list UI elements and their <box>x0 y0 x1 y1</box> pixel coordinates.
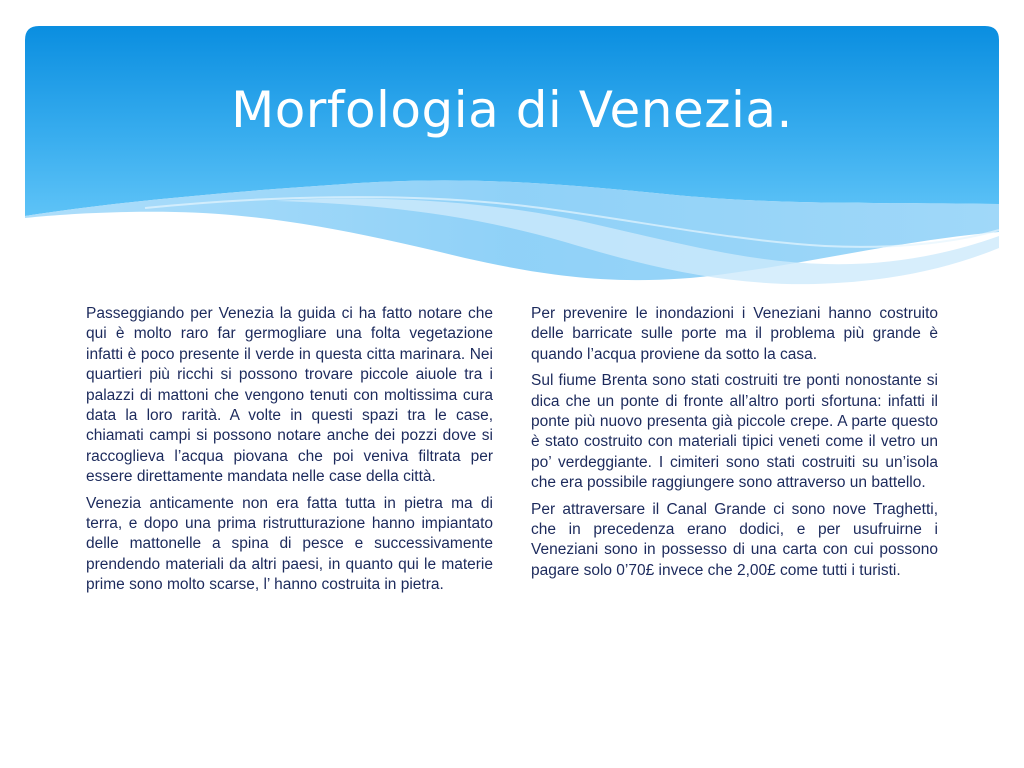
paragraph: Per attraversare il Canal Grande ci sono nove Traghetti, che in precedenza erano dodici, e per usufruirne i Veneziani sono in possesso di una carta con cui possono pagare solo 0’70£ invece che 2,00£ come tutti i turisti. <box>531 500 938 579</box>
paragraph: Per prevenire le inondazioni i Veneziani hanno costruito delle barricate sulle porte ma il problema più grande è quando l’acqua proviene da sotto la casa. <box>531 305 938 363</box>
paragraph: Passeggiando per Venezia la guida ci ha fatto notare che qui è molto raro far germogliare una folta vegetazione infatti è poco presente il verde in questa citta marinara. Nei quartieri più ricchi si possono trovare piccole aiuole tra i palazzi di mattoni che vengono tenuti con moltissima cura data la loro rarità. A volte in questi spazi tra le case, chiamati campi si possono notare anche dei pozzi dove si raccoglieva l’acqua piovana che poi veniva filtrata per essere direttamente mandata nelle case della città. <box>86 305 493 486</box>
left-text-column <box>86 304 493 602</box>
paragraph: Venezia anticamente non era fatta tutta in pietra ma di terra, e dopo una prima ristrutturazione hanno impiantato delle mattonelle a spina di pesce e successivamente prendendo materiali da altri paesi, in quanto qui le materie prime sono molto scarse, l’ hanno costruita in pietra. <box>86 494 493 594</box>
header-wave-graphic <box>25 26 999 288</box>
header-banner <box>25 26 999 288</box>
right-text-column <box>531 304 938 587</box>
paragraph: Sul fiume Brenta sono stati costruiti tre ponti nonostante si dica che un ponte di fronte all’altro porti sfortuna: infatti il ponte più nuovo presenta già piccole crepe. A parte questo è stato costruito con materiali tipici veneti come il vetro un po’ verdeggiante. I cimiteri sono stati costruiti su un’isola che era possibile raggiungere sono attraverso un battello. <box>531 372 938 492</box>
slide-title: Morfologia di Venezia. <box>231 81 793 139</box>
